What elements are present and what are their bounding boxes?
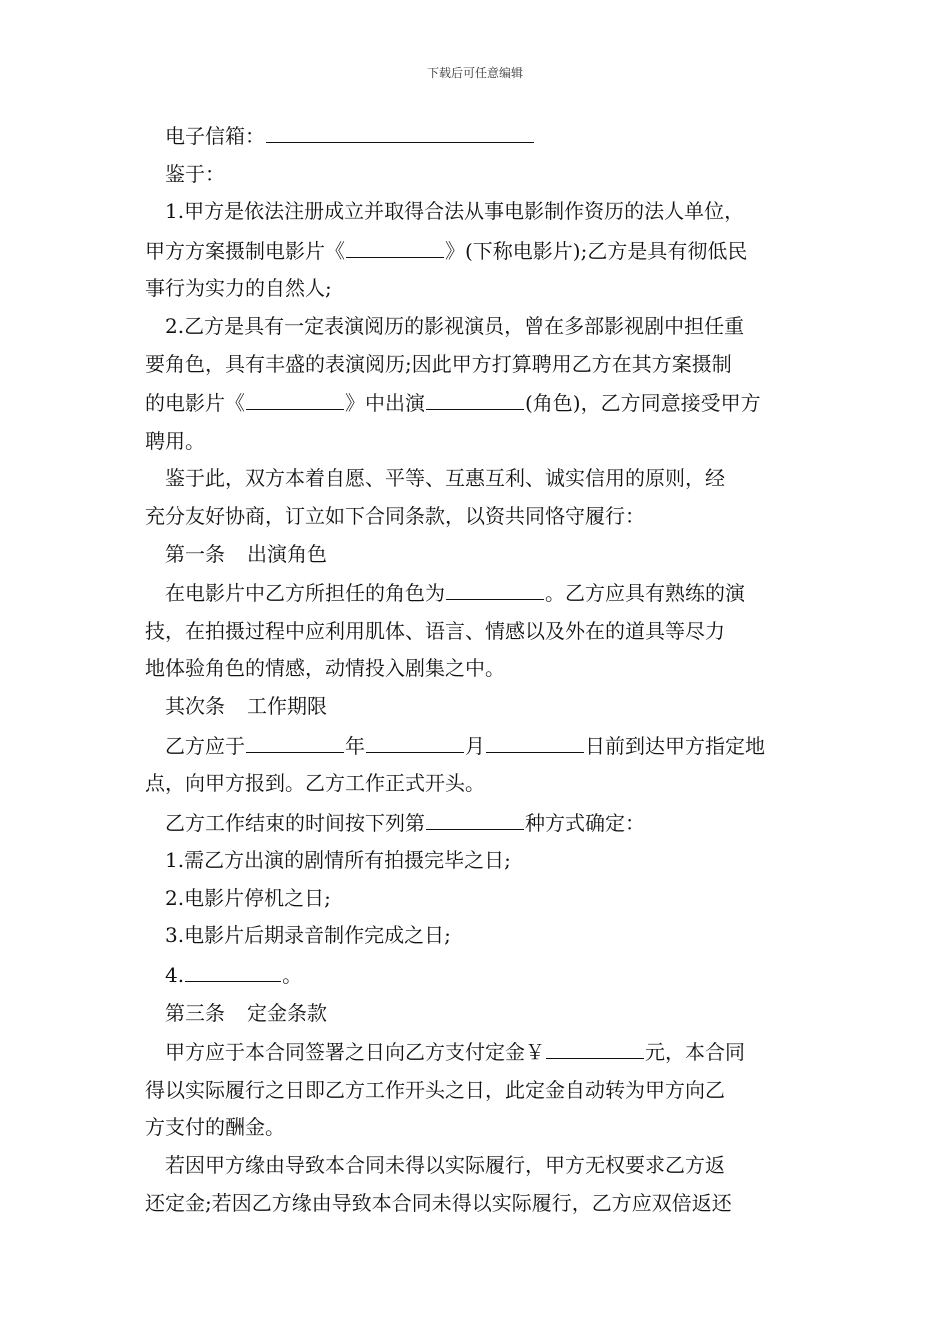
- text-span: 》中出演: [345, 391, 425, 416]
- text-span: 。乙方应具有熟练的演: [545, 581, 745, 606]
- email-line: [145, 116, 810, 156]
- article-2-line-1: [145, 726, 810, 766]
- text-span: 》(下称电影片);乙方是具有彻低民: [445, 238, 748, 263]
- article-2-item-1: 1.需乙方出演的剧情所有拍摄完毕之日;: [165, 848, 511, 873]
- article-2-item-3: 3.电影片后期录音制作完成之日;: [165, 923, 451, 948]
- article-title: 定金条款: [247, 1000, 327, 1025]
- article-1-line-3: 地体验角色的情感，动情投入剧集之中。: [145, 656, 505, 681]
- film-title-blank-2[interactable]: [246, 383, 344, 410]
- whereas-item-2-line-3: [145, 383, 810, 423]
- article-title: 工作期限: [247, 693, 327, 718]
- role-blank[interactable]: [426, 383, 524, 410]
- day-blank[interactable]: [486, 726, 584, 753]
- article-3-line-4: 若因甲方缘由导致本合同未得以实际履行，甲方无权要求乙方返: [165, 1153, 725, 1178]
- article-3-line-5: 还定金;若因乙方缘由导致本合同未得以实际履行，乙方应双倍返还: [145, 1190, 732, 1215]
- agreement-intro-line-2: 充分友好协商，订立如下合同条款，以资共同恪守履行：: [145, 503, 645, 528]
- text-span: 甲方方案摄制电影片《: [145, 238, 345, 263]
- other-method-blank[interactable]: [185, 955, 281, 982]
- whereas-item-1-line-2: [145, 231, 810, 271]
- text-span: 年: [345, 733, 365, 758]
- email-label: 电子信箱：: [165, 124, 265, 148]
- deposit-amount-blank[interactable]: [546, 1032, 644, 1059]
- article-3-line-2: 得以实际履行之日即乙方工作开头之日，此定金自动转为甲方向乙: [145, 1077, 725, 1102]
- character-blank[interactable]: [446, 573, 544, 600]
- article-number: 第三条: [165, 1000, 225, 1025]
- text-span: 4.: [165, 963, 185, 988]
- text-span: 元，本合同: [645, 1040, 745, 1065]
- text-span: 在电影片中乙方所担任的角色为: [165, 581, 445, 606]
- article-3-heading: [145, 995, 810, 1033]
- whereas-item-2-line-2: 要角色，具有丰盛的表演阅历;因此甲方打算聘用乙方在其方案摄制: [145, 351, 732, 376]
- month-blank[interactable]: [366, 726, 464, 753]
- whereas-item-2-line-4: 聘用。: [145, 428, 205, 453]
- page-header: 下载后可任意编辑: [426, 66, 523, 80]
- text-span: 的电影片《: [145, 391, 245, 416]
- article-number: 第一条: [165, 541, 225, 566]
- article-2-line-2: 点，向甲方报到。乙方工作正式开头。: [145, 771, 485, 796]
- text-span: 日前到达甲方指定地: [585, 733, 765, 758]
- article-title: 出演角色: [247, 541, 327, 566]
- whereas-item-1-line-1: 1.甲方是依法注册成立并取得合法从事电影制作资历的法人单位，: [165, 199, 745, 224]
- text-span: (角色)，乙方同意接受甲方: [525, 391, 761, 416]
- text-span: 乙方工作结束的时间按下列第: [165, 810, 425, 835]
- text-span: 乙方应于: [165, 733, 245, 758]
- article-2-line-3: [145, 803, 810, 843]
- article-2-item-2: 2.电影片停机之日;: [165, 885, 331, 910]
- whereas-label: 鉴于：: [165, 161, 225, 186]
- document-body: [145, 116, 810, 1222]
- article-number: 其次条: [165, 693, 225, 718]
- method-blank[interactable]: [426, 803, 524, 830]
- article-2-heading: [145, 688, 810, 726]
- text-span: 。: [282, 963, 303, 988]
- article-3-line-3: 方支付的酬金。: [145, 1115, 285, 1140]
- email-blank[interactable]: [266, 116, 534, 143]
- year-blank[interactable]: [246, 726, 344, 753]
- article-1-line-1: [145, 573, 810, 613]
- whereas-item-1-line-3: 事行为实力的自然人;: [145, 276, 332, 301]
- whereas-item-2-line-1: 2.乙方是具有一定表演阅历的影视演员，曾在多部影视剧中担任重: [165, 313, 745, 338]
- article-1-line-2: 技，在拍摄过程中应利用肌体、语言、情感以及外在的道具等尽力: [145, 618, 725, 643]
- article-1-heading: [145, 536, 810, 574]
- article-2-item-4: [145, 955, 810, 995]
- article-3-line-1: [145, 1032, 810, 1072]
- film-title-blank[interactable]: [346, 231, 444, 258]
- text-span: 甲方应于本合同签署之日向乙方支付定金￥: [165, 1040, 545, 1065]
- text-span: 月: [465, 733, 485, 758]
- agreement-intro-line-1: 鉴于此，双方本着自愿、平等、互惠互利、诚实信用的原则，经: [165, 466, 725, 491]
- text-span: 种方式确定：: [525, 810, 645, 835]
